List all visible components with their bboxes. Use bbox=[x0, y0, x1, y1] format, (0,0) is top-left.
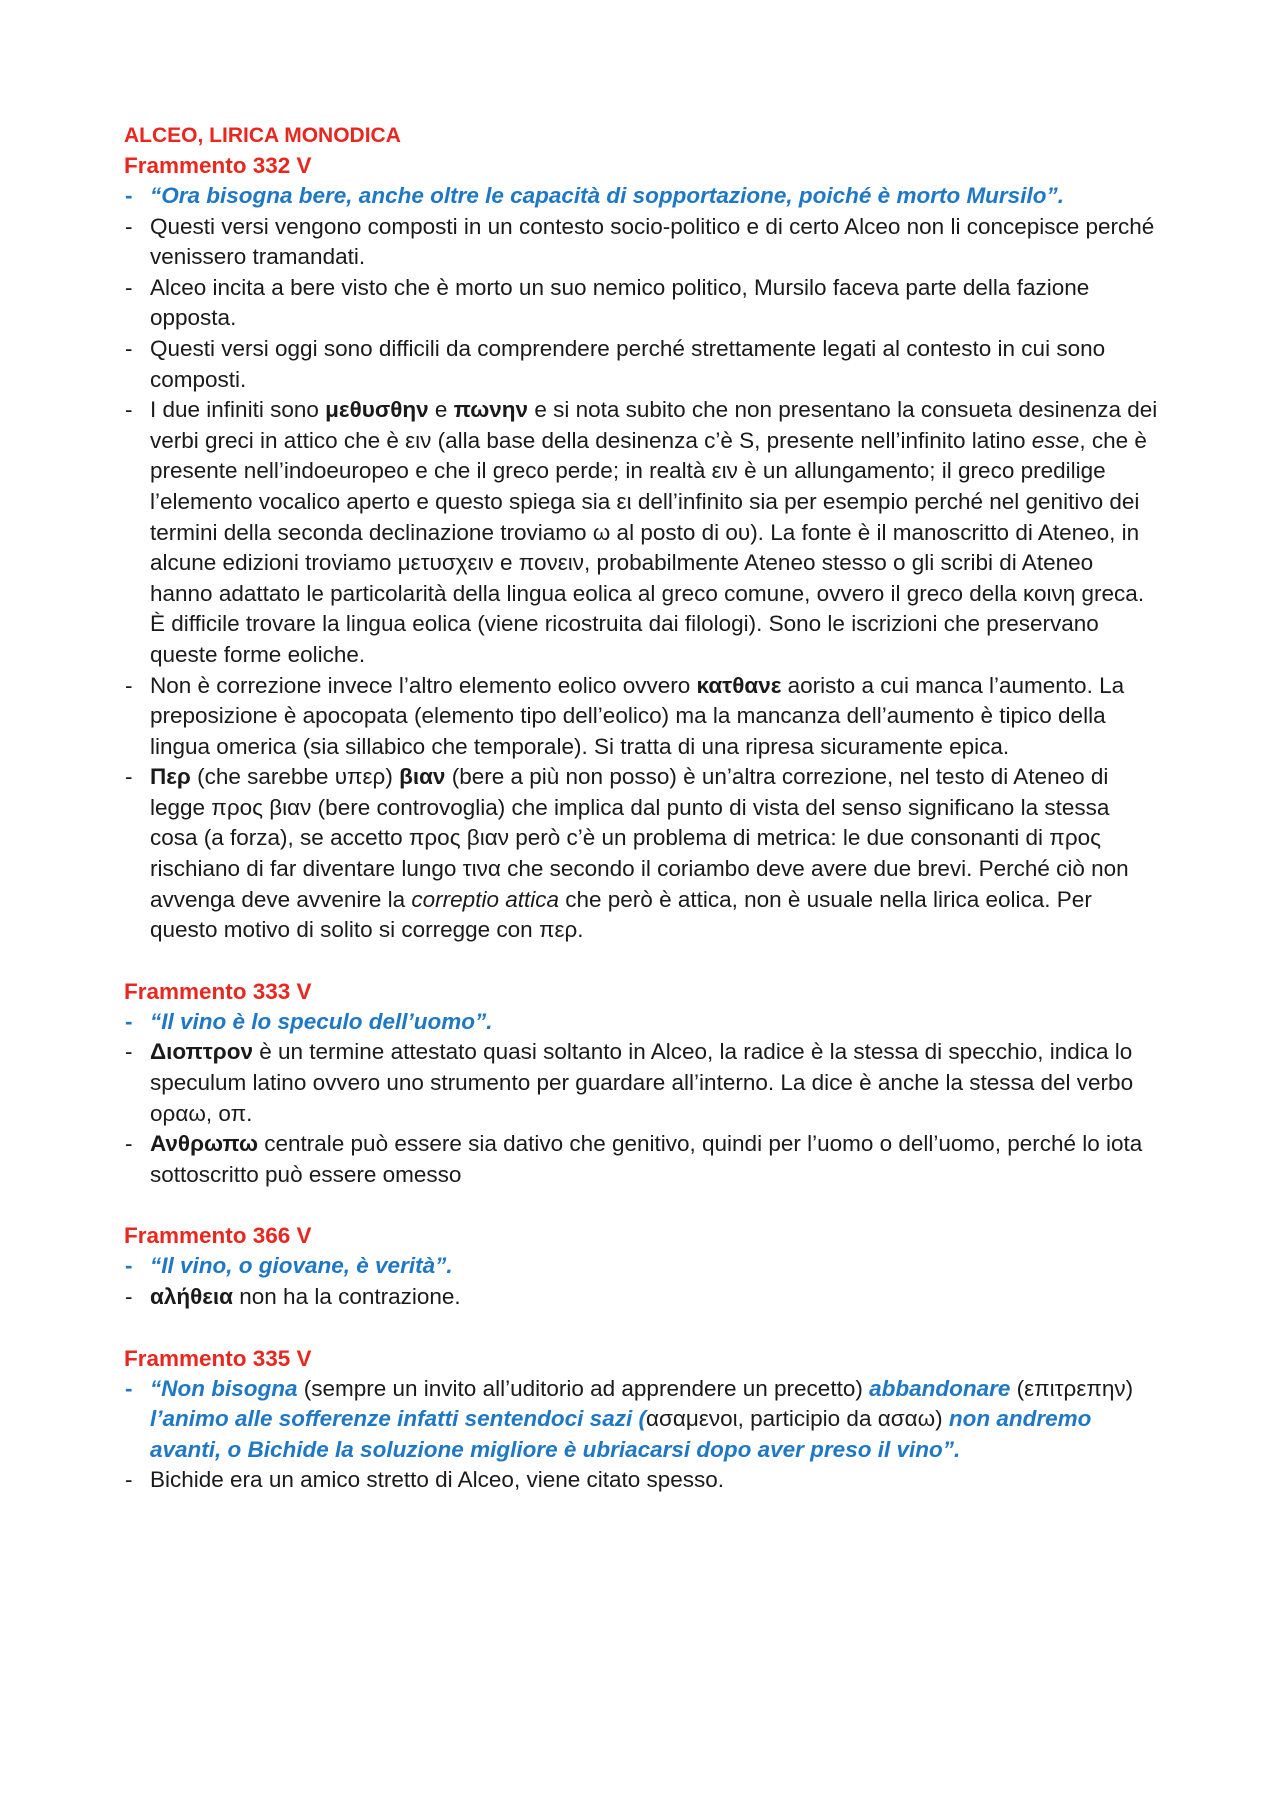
page-title: ALCEO, LIRICA MONODICA bbox=[124, 124, 401, 147]
list-item: - I due infiniti sono μεθυσθην e πωνην e si nota subito che non presentano la consueta desinenza dei verbi greci in attico che è ειν (alla base della desinenza c’è S, presente nell’infinito latino esse, che è presente nell’indoeuropeo e che il greco perde; in realtà ειν è un allungamento; il greco predilige l’elemento vocalico aperto e questo spiega sia ει dell’infinito sia per esempio perché nel genitivo dei termini della seconda declinazione troviamo ω al posto di ου). La fonte è il manoscritto di Ateneo, in alcune edizioni troviamo μετυσχειν e πονειν, probabilmente Ateneo stesso o gli scribi di Ateneo hanno adattato le particolarità della lingua eolica al greco comune, ovvero il greco della κοινη greca. È difficile trovare la lingua eolica (viene ricostruita dai filologi). Sono le iscrizioni che preservano queste forme eoliche. bbox=[124, 395, 1160, 670]
list-item: - Διοπτρον è un termine attestato quasi soltanto in Alceo, la radice è la stessa di specchio, indica lo speculum latino ovvero uno strumento per guardare all’interno. La dice è anche la stessa del verbo οραω, οπ. bbox=[124, 1037, 1160, 1129]
list-item: - Questi versi vengono composti in un contesto socio-politico e di certo Alceo non li concepisce perché venissero tramandati. bbox=[124, 212, 1160, 273]
fragment-335-quote: - “Non bisogna (sempre un invito all’uditorio ad apprendere un precetto) abbandonare (επιτρεπην) l’animo alle sofferenze infatti sentendoci sazi (ασαμενοι, participio da ασαω) non andremo avanti, o Bichide la soluzione migliore è ubriacarsi dopo aver preso il vino”. bbox=[124, 1374, 1160, 1466]
fragment-335-list bbox=[124, 1374, 1160, 1496]
greek-term: Διοπτρον bbox=[150, 1039, 253, 1065]
greek-term: Ανθρωπω bbox=[150, 1131, 258, 1157]
greek-term: αλήθεια bbox=[150, 1284, 234, 1309]
list-item: - Bichide era un amico stretto di Alceo, viene citato spesso. bbox=[124, 1465, 1160, 1496]
list-item: - Questi versi oggi sono difficili da comprendere perché strettamente legati al contesto in cui sono composti. bbox=[124, 334, 1160, 395]
fragment-332-list bbox=[124, 181, 1160, 946]
fragment-333-list bbox=[124, 1007, 1160, 1191]
list-item: - Περ (che sarebbe υπερ) βιαν (bere a più non posso) è un’altra correzione, nel testo di Ateneo di legge προς βιαν (bere controvoglia) che implica dal punto di vista del senso significano la stessa cosa (a forza), se accetto προς βιαν però c’è un problema di metrica: le due consonanti di προς rischiano di far diventare lungo τινα che secondo il coriambo deve avere due brevi. Perché ciò non avvenga deve avvenire la correptio attica che però è attica, non è usuale nella lirica eolica. Per questo motivo di solito si corregge con περ. bbox=[124, 762, 1160, 946]
greek-term: Περ bbox=[150, 764, 191, 790]
fragment-366-quote: - “Il vino, o giovane, è verità”. bbox=[124, 1251, 1160, 1282]
list-item: - Alceo incita a bere visto che è morto un suo nemico politico, Mursilo faceva parte della fazione opposta. bbox=[124, 273, 1160, 334]
list-item: - Non è correzione invece l’altro elemento eolico ovvero κατθανε aoristo a cui manca l’aumento. La preposizione è apocopata (elemento tipo dell’eolico) ma la mancanza dell’aumento è tipico della lingua omerica (sia sillabico che temporale). Si tratta di una ripresa sicuramente epica. bbox=[124, 671, 1160, 763]
greek-term: μεθυσθην bbox=[325, 397, 429, 423]
fragment-333-heading: Frammento 333 V bbox=[124, 978, 312, 1004]
fragment-332-heading: Frammento 332 V bbox=[124, 153, 312, 178]
fragment-332-quote: - “Ora bisogna bere, anche oltre le capacità di sopportazione, poiché è morto Mursilo”. bbox=[124, 181, 1160, 212]
greek-term: βιαν bbox=[399, 764, 446, 790]
fragment-366-list bbox=[124, 1251, 1160, 1312]
list-item: - αλήθεια non ha la contrazione. bbox=[124, 1282, 1160, 1313]
greek-term: κατθανε bbox=[696, 672, 782, 698]
fragment-366-heading: Frammento 366 V bbox=[124, 1223, 312, 1249]
greek-term: πωνην bbox=[453, 397, 529, 423]
fragment-335-heading: Frammento 335 V bbox=[124, 1345, 312, 1371]
fragment-333-quote: - “Il vino è lo speculo dell’uomo”. bbox=[124, 1007, 1160, 1038]
list-item: - Ανθρωπω centrale può essere sia dativo che genitivo, quindi per l’uomo o dell’uomo, perché lo iota sottoscritto può essere omesso bbox=[124, 1129, 1160, 1190]
